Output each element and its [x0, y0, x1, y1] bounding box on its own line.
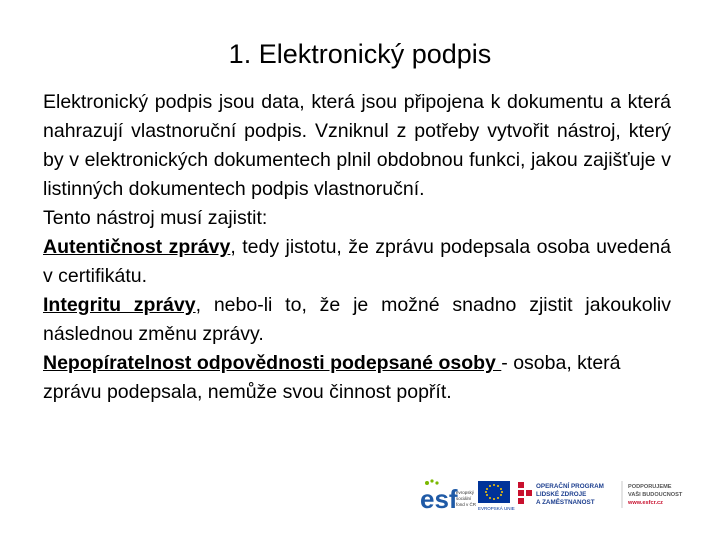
slide-title: 1. Elektronický podpis [228, 39, 492, 69]
esf-wordmark: esf [420, 484, 458, 514]
eu-caption: EVROPSKÁ UNIE [478, 506, 515, 511]
esf-logo [420, 479, 477, 514]
esf-caption-3: fond v ČR [456, 502, 477, 507]
program-line-1: OPERAČNÍ PROGRAM [536, 483, 604, 490]
footer-logos [418, 478, 690, 514]
item-authenticity [43, 233, 671, 291]
intro-paragraph: Elektronický podpis jsou data, která jsou připojena k dokumentu a která nahrazují vlastnoruční podpis. Vzniknul z potřeby vytvořit nástroj, který by v elektronických dokumentech plnil obdobnou funkci, jakou zajišťuje v listinných dokumentech podpis vlastnoruční. [43, 91, 671, 200]
item-text: , nebo-li to, že je možné snadno zjistit jakoukoliv následnou změnu zprávy. [43, 294, 671, 345]
item-term: Autentičnost zprávy [43, 236, 231, 258]
item-integrity [43, 291, 671, 349]
item-text: , tedy jistotu, že zprávu podepsala osoba uvedená v certifikátu. [43, 236, 671, 287]
program-line-3: A ZAMĚSTNANOST [536, 499, 595, 506]
item-term: Nepopíratelnost odpovědnosti podepsané osoby [43, 352, 502, 374]
eu-flag-logo [478, 481, 515, 511]
oplzz-logo [518, 481, 604, 506]
oplzz-mark-icon [518, 482, 524, 488]
support-line-1: PODPORUJEME [628, 484, 672, 490]
slide-body [43, 88, 671, 407]
support-line-2: VAŠI BUDOUCNOST [628, 492, 683, 498]
program-line-2: LIDSKÉ ZDROJE [536, 491, 587, 498]
funding-logos-svg [418, 478, 690, 514]
support-url: www.esfcr.cz [628, 500, 663, 506]
lead-paragraph: Tento nástroj musí zajistit: [43, 207, 268, 229]
esf-caption-1: evropský [456, 490, 475, 495]
esf-caption-2: sociální [456, 496, 472, 501]
item-text: - osoba, která zprávu podepsala, nemůže svou činnost popřít. [43, 352, 621, 403]
support-block [627, 484, 683, 506]
item-nonrepudiation [43, 349, 671, 407]
item-term: Integritu zprávy [43, 294, 196, 316]
